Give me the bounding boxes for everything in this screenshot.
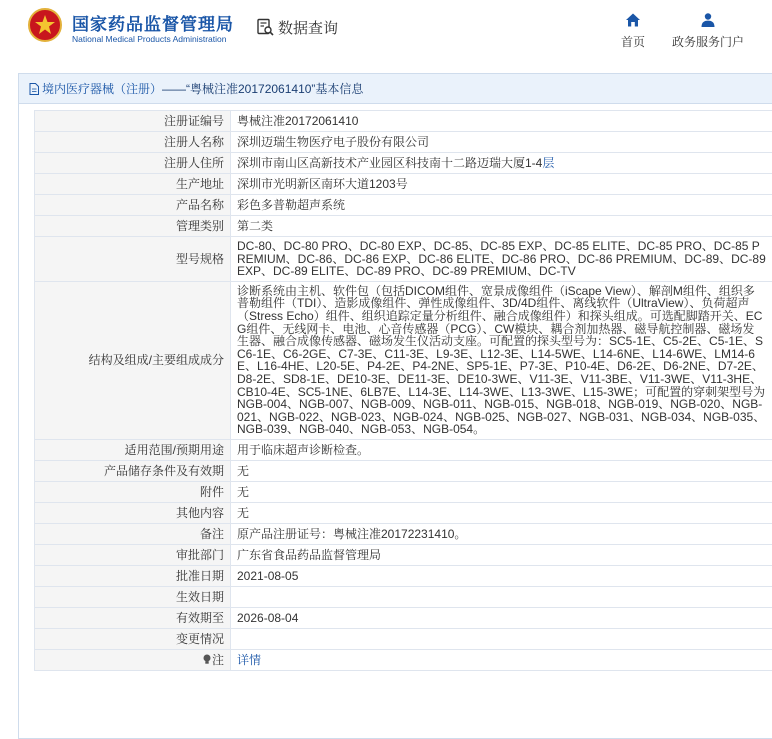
star-icon bbox=[34, 14, 56, 36]
site-title-en: National Medical Products Administration bbox=[72, 34, 227, 44]
field-label: 附件 bbox=[35, 481, 231, 502]
table-row bbox=[35, 544, 772, 565]
national-emblem-logo[interactable] bbox=[28, 8, 62, 42]
table-row bbox=[35, 281, 772, 439]
document-search-icon bbox=[256, 18, 274, 36]
field-value: 用于临床超声诊断检查。 bbox=[231, 439, 772, 460]
nav-home[interactable] bbox=[619, 12, 647, 50]
field-label: 型号规格 bbox=[35, 237, 231, 282]
table-row bbox=[35, 628, 772, 649]
field-value: 无 bbox=[231, 481, 772, 502]
site-title-cn[interactable]: 国家药品监督管理局 bbox=[72, 15, 234, 34]
registration-info-card bbox=[18, 73, 772, 739]
nav-home-label: 首页 bbox=[620, 35, 645, 49]
table-row bbox=[35, 649, 772, 670]
field-value bbox=[231, 586, 772, 607]
field-label: 批准日期 bbox=[35, 565, 231, 586]
table-row bbox=[35, 237, 772, 282]
table-row bbox=[35, 460, 772, 481]
table-row bbox=[35, 153, 772, 174]
field-label: 产品名称 bbox=[35, 195, 231, 216]
page-title: “粤械注准20172061410”基本信息 bbox=[186, 82, 364, 96]
site-header bbox=[0, 0, 772, 60]
table-row bbox=[35, 132, 772, 153]
field-value: 无 bbox=[231, 502, 772, 523]
field-value: DC-80、DC-80 PRO、DC-80 EXP、DC-85、DC-85 EXP、DC-85 ELITE、DC-85 PRO、DC-85 PREMIUM、DC-86、DC-86 EXP、DC-86 ELITE、DC-86 PRO、DC-86 PREMIUM、DC-89、DC-89 EXP、DC-89 ELITE、DC-89 PRO、DC-89 PREMIUM、DC-TV bbox=[231, 237, 772, 282]
field-value-container bbox=[231, 153, 772, 174]
nav-portal-label: 政务服务门户 bbox=[671, 35, 744, 49]
field-value: 原产品注册证号：粤械注准20172231410。 bbox=[231, 523, 772, 544]
field-label: 适用范围/预期用途 bbox=[35, 439, 231, 460]
table-row bbox=[35, 216, 772, 237]
table-row bbox=[35, 439, 772, 460]
field-label: 管理类别 bbox=[35, 216, 231, 237]
table-row bbox=[35, 195, 772, 216]
field-label: 生效日期 bbox=[35, 586, 231, 607]
field-value: 无 bbox=[231, 460, 772, 481]
note-label-cell bbox=[35, 649, 231, 670]
field-label: 变更情况 bbox=[35, 628, 231, 649]
table-row bbox=[35, 565, 772, 586]
data-query-link[interactable] bbox=[256, 17, 338, 37]
table-row bbox=[35, 111, 772, 132]
breadcrumb-category[interactable]: 境内医疗器械（注册） bbox=[42, 82, 163, 96]
breadcrumb-separator: —— bbox=[162, 81, 187, 96]
field-label: 有效期至 bbox=[35, 607, 231, 628]
field-label: 注册证编号 bbox=[35, 111, 231, 132]
field-value: 广东省食品药品监督管理局 bbox=[231, 544, 772, 565]
field-label: 审批部门 bbox=[35, 544, 231, 565]
field-label: 备注 bbox=[35, 523, 231, 544]
table-row bbox=[35, 607, 772, 628]
field-value-tail: 层 bbox=[542, 155, 555, 170]
field-label: 结构及组成/主要组成成分 bbox=[35, 281, 231, 439]
table-row bbox=[35, 586, 772, 607]
field-value: 诊断系统由主机、软件包（包括DICOM组件、宽景成像组件（iScape View）、解剖M组件、组织多普勒组件（TDI）、造影成像组件、弹性成像组件、3D/4D组件、离线软件（UltraView）、负荷超声（Stress Echo）组件、组织追踪定量分析组件、融合成像组件）和探头组成。可选配脚踏开关、ECG组件、无线网卡、电池、心音传感器（PCG）、CW模块、耦合剂加热器、磁导航控制器、磁场发生器、融合成像传感器、磁场发生仪活动支座。可配置的探头型号为：SC5-1E、C5-2E、C5-1E、SC6-1E、C6-2GE、C7-3E、C11-3E、L9-3E、L12-3E、L14-5WE、L14-6NE、L14-6WE、LM14-6E、L16-4HE、L20-5E、P4-2E、P4-2NE、SP5-1E、P7-3E、P10-4E、D6-2E、D6-2NE、D7-2E、D8-2E、SD8-1E、DE10-3E、DE11-3E、DE10-3WE、V11-3E、V11-3BE、V11-3WE、V11-3HE、CB10-4E、SC5-1NE、6LB7E、L14-3E、L14-3WE、L13-3WE、L15-3WE；可配置的穿刺架型号为NGB-004、NGB-007、NGB-009、NGB-011、NGB-015、NGB-018、NGB-019、NGB-020、NGB-021、NGB-022、NGB-023、NGB-024、NGB-025、NGB-027、NGB-031、NGB-034、NGB-035、NGB-039、NGB-040、NGB-053、NGB-054。 bbox=[231, 281, 772, 439]
field-value: 2026-08-04 bbox=[231, 607, 772, 628]
field-value: 深圳市南山区高新技术产业园区科技南十二路迈瑞大厦1-4 bbox=[237, 155, 543, 170]
table-row bbox=[35, 523, 772, 544]
field-value: 第二类 bbox=[231, 216, 772, 237]
field-value-cell bbox=[231, 649, 772, 670]
card-title bbox=[19, 74, 772, 104]
data-query-label: 数据查询 bbox=[278, 19, 339, 37]
lightbulb-icon bbox=[202, 654, 212, 665]
table-row bbox=[35, 502, 772, 523]
document-icon bbox=[29, 83, 39, 95]
field-value bbox=[231, 628, 772, 649]
field-value: 粤械注准20172061410 bbox=[231, 111, 772, 132]
field-label: 注 bbox=[211, 652, 224, 667]
field-value: 深圳市光明新区南环大道1203号 bbox=[231, 174, 772, 195]
user-icon bbox=[700, 12, 716, 28]
field-label: 其他内容 bbox=[35, 502, 231, 523]
field-value: 深圳迈瑞生物医疗电子股份有限公司 bbox=[231, 132, 772, 153]
details-link[interactable]: 详情 bbox=[237, 652, 262, 667]
field-label: 注册人名称 bbox=[35, 132, 231, 153]
field-value: 彩色多普勒超声系统 bbox=[231, 195, 772, 216]
field-value: 2021-08-05 bbox=[231, 565, 772, 586]
info-table bbox=[34, 110, 772, 671]
table-row bbox=[35, 174, 772, 195]
table-row bbox=[35, 481, 772, 502]
field-label: 产品储存条件及有效期 bbox=[35, 460, 231, 481]
field-label: 生产地址 bbox=[35, 174, 231, 195]
nav-service-portal[interactable] bbox=[670, 12, 746, 50]
field-label: 注册人住所 bbox=[35, 153, 231, 174]
home-icon bbox=[625, 12, 641, 28]
